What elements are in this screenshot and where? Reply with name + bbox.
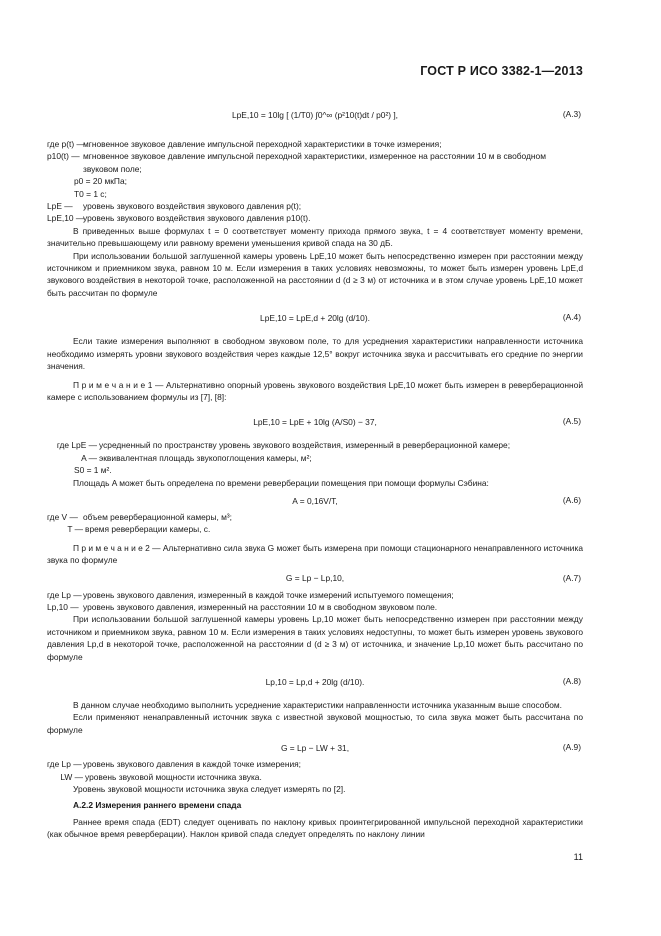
definition-term: LpE —: [47, 201, 73, 212]
definition-term: LpE,10 —: [47, 213, 85, 224]
definition-desc: мгновенное звуковое давление импульсной переходной характеристики в точке измерения;: [83, 139, 442, 149]
definition-desc: объем реверберационной камеры, м³;: [83, 511, 232, 522]
definition-desc: усредненный по пространству уровень звукового воздействия, измеренный в реверберационной камере;: [99, 440, 511, 451]
definition-desc: уровень звукового воздействия звукового давления p(t);: [83, 201, 302, 212]
definition-term: LW —: [60, 771, 83, 782]
definition-term: где LpE —: [56, 440, 97, 451]
definition-desc: уровень звуковой мощности источника звука.: [85, 771, 262, 782]
definition-term: где Lp —: [47, 589, 82, 600]
definition-p10: [47, 150, 583, 175]
paragraph-averaging: В данном случае необходимо выполнить усреднение характеристики направленности источника указанным выше способом.: [73, 700, 562, 710]
formula-a4-number: (A.4): [562, 312, 581, 323]
formula-a3: [47, 94, 583, 134]
note-1: П р и м е ч а н и е 1 — Альтернативно опорный уровень звукового воздействия LpE,10 может быть измерен в реверберационной камере с использованием формулы из [7], [8]:: [47, 379, 583, 402]
formula-a9-number: (A.9): [562, 742, 581, 753]
definition-T0: T0 = 1 с;: [74, 188, 107, 199]
definition-p0: p0 = 20 мкПа;: [74, 176, 127, 187]
page-body: [47, 90, 583, 841]
definition-desc: уровень звукового давления, измеренный на расстоянии 10 м в свободном звуковом поле.: [83, 601, 438, 612]
definition-desc: уровень звукового воздействия звукового давления p10(t).: [83, 213, 311, 224]
paragraph-known-power: Если применяют ненаправленный источник звука с известной звуковой мощностью, то сила звука может быть рассчитана по формуле: [47, 712, 583, 735]
formula-a3-number: (A.3): [562, 109, 581, 119]
definition-S0: S0 = 1 м².: [74, 465, 112, 476]
formula-a6-number: (A.6): [562, 494, 581, 505]
definition-term: где p(t) —: [47, 139, 85, 149]
definition-Lp-point: [47, 758, 583, 770]
formula-a9-expr: G = Lp − LW + 31,: [280, 743, 350, 753]
definition-term: Lp,10 —: [47, 601, 79, 612]
definition-Lp: [47, 589, 583, 601]
definition-LW: [47, 771, 583, 783]
formula-a6: [47, 493, 583, 507]
paragraph-sabine: Площадь A может быть определена по времени реверберации помещения при помощи формулы Сэбина:: [73, 477, 489, 488]
formula-a8: [47, 667, 583, 695]
definition-desc: уровень звукового давления, измеренный в каждой точке измерений испытуемого помещения;: [83, 589, 454, 600]
paragraph-power-reference: Уровень звуковой мощности источника звука следует измерять по [2].: [73, 784, 346, 795]
formula-a6-expr: A = 0,16V/T,: [292, 495, 338, 506]
definition-term: где Lp —: [47, 759, 82, 770]
definition-LpE-reverb: [47, 439, 583, 451]
formula-a5-expr: LpE,10 = LpE + 10lg (A/S0) − 37,: [253, 417, 377, 428]
paragraph-time-zero: В приведенных выше формулах t = 0 соответствует моменту прихода прямого звука, t = 4 соответствует моменту времени, значительно превышающему или равному времени уменьшения кривой спада на 30 дБ.: [47, 225, 583, 249]
definition-desc: эквивалентная площадь звукопоглощения камеры, м²;: [99, 452, 312, 463]
formula-a4: [47, 303, 583, 331]
formula-a9: [47, 740, 583, 754]
definition-LpE: [47, 200, 583, 212]
formula-a7: [47, 571, 583, 585]
formula-a7-number: (A.7): [562, 572, 581, 583]
paragraph-anechoic-exposure: При использовании большой заглушенной камеры уровень LpE,10 может быть непосредственно измерен при расстоянии между источником и приемником звука, равном 10 м. Если измерения в таких условиях невозможны, то может быть измерен уровень LpE,d звукового воздействия в некоторой точке, расположенной на расстоянии d (d ≥ 3 м) от источника и в этом случае уровень LpE,10 может быть рассчитан по формуле: [47, 250, 583, 298]
paragraph-anechoic-pressure: При использовании большой заглушенной камеры уровень Lp,10 может быть непосредственно измерен при расстоянии между источником и приемником звука, равном 10 м. Если измерения в таких условиях недоступны, то может быть измерен уровень звукового давления Lp,d в некоторой точке, расположенной на расстоянии d (d ≥ 3 м) от источника, и значение Lp,10 может быть рассчитано по формуле: [47, 614, 583, 662]
formula-a5: [47, 407, 583, 435]
standard-header: ГОСТ Р ИСО 3382-1—2013: [420, 64, 583, 78]
definition-LpE10: [47, 212, 583, 224]
page-number: 11: [573, 852, 583, 862]
definition-T: [47, 523, 583, 535]
formula-a4-expr: LpE,10 = LpE,d + 20lg (d/10).: [260, 313, 370, 324]
formula-a8-expr: Lp,10 = Lp,d + 20lg (d/10).: [265, 676, 365, 687]
note-2: П р и м е ч а н и е 2 — Альтернативно сила звука G может быть измерена при помощи стационарного ненаправленного источника звука по формуле: [47, 542, 583, 566]
formula-a7-expr: G = Lp − Lp,10,: [285, 573, 345, 584]
definition-V: [47, 511, 583, 523]
definition-term: A —: [81, 452, 97, 463]
paragraph-free-field: Если такие измерения выполняют в свободном звуковом поле, то для усреднения характеристики направленности источника необходимо измерять уровни звукового воздействия через каждые 12,5° вокруг источника звука и рассчитывать его средние по энергии значения.: [47, 336, 583, 372]
definition-Lp10: [47, 601, 583, 613]
definition-term: p10(t) —: [47, 151, 80, 162]
section-heading-a22: A.2.2 Измерения раннего времени спада: [73, 800, 242, 811]
definition-desc: время реверберации камеры, с.: [85, 524, 211, 535]
formula-a3-expr: LpE,10 = 10lg [ (1/T0) ∫0^∞ (p²10(t)dt / p0²) ],: [231, 109, 399, 120]
formula-a5-number: (A.5): [562, 416, 581, 427]
formula-a8-number: (A.8): [562, 676, 581, 686]
paragraph-edt: Раннее время спада (EDT) следует оценивать по наклону кривых проинтегрированной импульсной переходной характеристики (как обычное время реверберации). Наклон кривой спада следует определять по наклону линии: [47, 816, 583, 840]
definition-term: T —: [67, 524, 83, 535]
definition-A: [47, 452, 583, 464]
definition-desc: мгновенное звуковое давление импульсной переходной характеристики, измеренное на расстоянии 10 м в свободном звуковом поле;: [83, 151, 546, 174]
definition-desc: уровень звукового давления в каждой точке измерения;: [83, 759, 301, 770]
definition-pt: [47, 138, 583, 150]
definition-term: где V —: [47, 511, 78, 522]
